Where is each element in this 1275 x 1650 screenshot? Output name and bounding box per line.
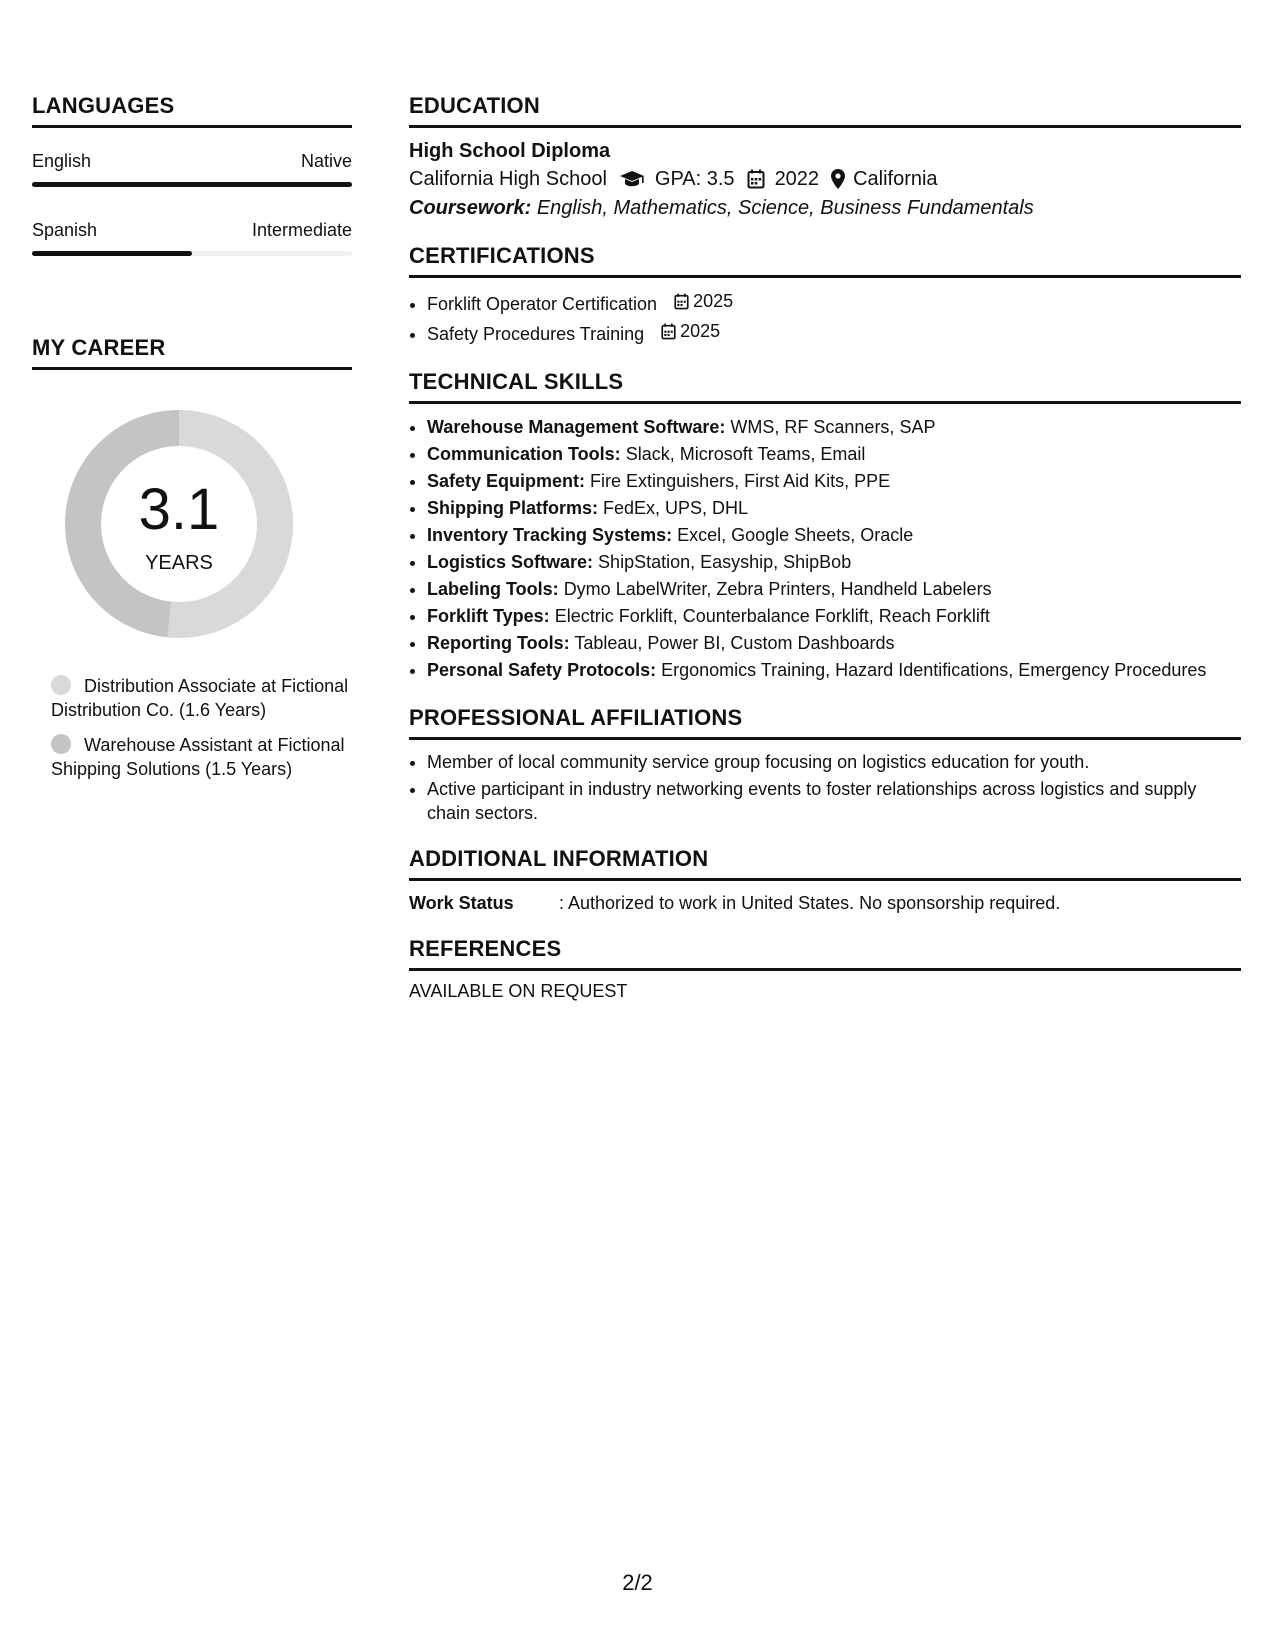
graduation-cap-icon	[619, 170, 645, 188]
references-heading: REFERENCES	[409, 937, 1241, 971]
language-name: English	[32, 151, 92, 171]
skill-value: Dymo LabelWriter, Zebra Printers, Handheld Labelers	[563, 579, 992, 599]
skill-label: Inventory Tracking Systems:	[427, 525, 673, 545]
additional-info-section	[409, 847, 1241, 915]
career-total-years: 3.1	[138, 477, 220, 542]
skill-item	[427, 441, 1241, 468]
skill-label: Logistics Software:	[427, 552, 594, 572]
skills-list	[409, 414, 1241, 684]
gpa-value: GPA: 3.5	[654, 168, 735, 190]
language-level: Native	[300, 151, 352, 171]
skill-label: Shipping Platforms:	[427, 498, 598, 518]
education-location: California	[853, 168, 938, 190]
skill-value: Excel, Google Sheets, Oracle	[677, 525, 914, 545]
skill-value: Fire Extinguishers, First Aid Kits, PPE	[590, 471, 891, 491]
skill-value: WMS, RF Scanners, SAP	[730, 417, 936, 437]
work-status-label: Work Status	[409, 893, 514, 913]
graduation-year: 2022	[774, 168, 820, 190]
page-number: 2/2	[622, 1570, 653, 1595]
language-proficiency-fill	[32, 251, 192, 256]
school-name: California High School	[409, 168, 607, 190]
location-pin-icon	[831, 169, 845, 189]
coursework-list: English, Mathematics, Science, Business Fundamentals	[536, 197, 1034, 219]
legend-dot-icon	[51, 734, 71, 754]
skill-item	[427, 468, 1241, 495]
skill-value: FedEx, UPS, DHL	[603, 498, 749, 518]
language-item-spanish	[32, 219, 352, 256]
language-proficiency-bar	[32, 251, 352, 256]
language-item-english	[32, 150, 352, 187]
skill-item	[427, 657, 1241, 684]
skill-label: Forklift Types:	[427, 606, 550, 626]
technical-skills-section	[409, 370, 1241, 684]
career-legend	[32, 674, 352, 781]
career-donut-chart	[65, 410, 293, 638]
language-level: Intermediate	[251, 220, 352, 240]
degree-title: High School Diploma	[409, 140, 611, 162]
career-legend-rest: Fictional Distribution Co. (1.6 Years)	[51, 676, 349, 720]
legend-dot-icon	[51, 675, 71, 695]
affiliations-list	[409, 750, 1241, 825]
skill-label: Labeling Tools:	[427, 579, 559, 599]
skill-item	[427, 603, 1241, 630]
left-column	[32, 94, 352, 792]
certification-item	[427, 288, 1241, 318]
work-status-value: : Authorized to work in United States. No sponsorship required.	[559, 893, 1061, 913]
languages-heading: LANGUAGES	[32, 94, 352, 128]
certification-year: 2025	[680, 321, 721, 341]
additional-info-heading: ADDITIONAL INFORMATION	[409, 847, 1241, 881]
skill-value: Tableau, Power BI, Custom Dashboards	[574, 633, 895, 653]
certification-year: 2025	[693, 291, 734, 311]
technical-skills-heading: TECHNICAL SKILLS	[409, 370, 1241, 404]
skill-value: Electric Forklift, Counterbalance Forklift, Reach Forklift	[554, 606, 990, 626]
career-legend-item	[51, 733, 352, 781]
languages-section	[32, 94, 352, 256]
affiliation-item: • Member of local community service group focusing on logistics education for youth.	[427, 750, 1241, 774]
affiliations-section	[409, 706, 1241, 825]
certifications-list	[409, 288, 1241, 348]
skill-label: Communication Tools:	[427, 444, 621, 464]
skill-label: Warehouse Management Software:	[427, 417, 726, 437]
affiliations-heading: PROFESSIONAL AFFILIATIONS	[409, 706, 1241, 740]
references-text: AVAILABLE ON REQUEST	[409, 981, 628, 1001]
career-legend-line1: Warehouse Assistant at	[84, 735, 273, 755]
coursework-line	[409, 194, 1241, 222]
skill-item	[427, 522, 1241, 549]
education-section	[409, 94, 1241, 222]
career-legend-rest: Fictional Shipping Solutions (1.5 Years)	[51, 735, 345, 779]
right-column	[409, 94, 1241, 1024]
calendar-icon	[747, 169, 765, 189]
career-heading: MY CAREER	[32, 336, 352, 370]
certifications-heading: CERTIFICATIONS	[409, 244, 1241, 278]
certification-name: Forklift Operator Certification	[427, 294, 658, 314]
skill-item	[427, 414, 1241, 441]
certification-name: Safety Procedures Training	[427, 324, 645, 344]
work-status-row	[409, 891, 1241, 915]
skill-value: ShipStation, Easyship, ShipBob	[598, 552, 852, 572]
language-proficiency-bar	[32, 182, 352, 187]
skill-value: Slack, Microsoft Teams, Email	[625, 444, 866, 464]
skill-label: Reporting Tools:	[427, 633, 570, 653]
career-section	[32, 336, 352, 781]
affiliation-item: • Active participant in industry networking events to foster relationships across logistics and supply chain sectors.	[427, 777, 1241, 825]
education-meta	[409, 164, 1241, 194]
career-legend-item	[51, 674, 352, 722]
skill-item	[427, 630, 1241, 657]
skill-item	[427, 495, 1241, 522]
skill-label: Safety Equipment:	[427, 471, 586, 491]
skill-item	[427, 549, 1241, 576]
education-heading: EDUCATION	[409, 94, 1241, 128]
language-proficiency-fill	[32, 182, 352, 187]
skill-item	[427, 576, 1241, 603]
career-legend-line1: Distribution Associate at	[84, 676, 277, 696]
references-section	[409, 937, 1241, 1002]
language-name: Spanish	[32, 220, 98, 240]
career-years-unit: YEARS	[145, 552, 213, 574]
calendar-icon	[661, 323, 676, 340]
coursework-label: Coursework:	[409, 197, 532, 219]
skill-label: Personal Safety Protocols:	[427, 660, 657, 680]
skill-value: Ergonomics Training, Hazard Identifications, Emergency Procedures	[661, 660, 1207, 680]
certifications-section	[409, 244, 1241, 348]
calendar-icon	[674, 293, 689, 310]
certification-item	[427, 318, 1241, 348]
